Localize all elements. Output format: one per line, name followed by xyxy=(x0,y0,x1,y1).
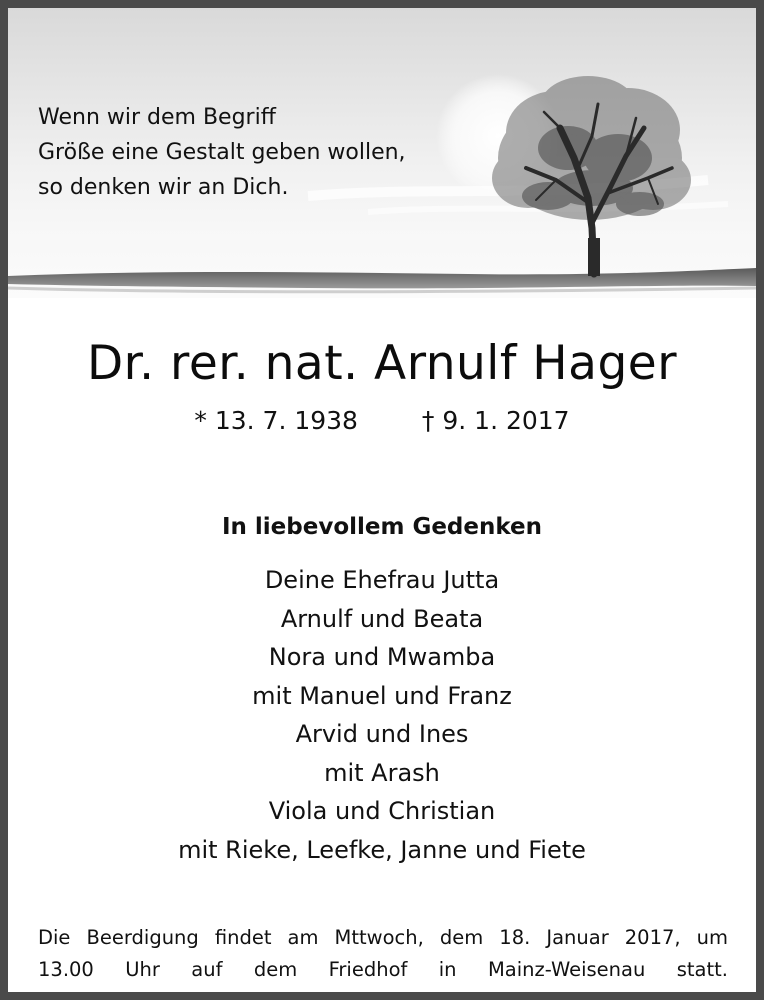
funeral-line-1: Die Beerdigung findet am Mttwoch, dem 18. Januar 2017, um xyxy=(38,926,728,949)
birth-date: * 13. 7. 1938 xyxy=(194,406,358,435)
life-dates xyxy=(8,406,756,435)
mourner-item: Nora und Mwamba xyxy=(268,643,496,671)
mourner-item: Deine Ehefrau Jutta xyxy=(264,566,500,594)
funeral-line-2: 13.00 Uhr auf dem Friedhof in Mainz-Weisenau statt. xyxy=(38,958,728,981)
mourner-item: mit Rieke, Leefke, Janne und Fiete xyxy=(178,835,586,864)
mourner-item: Viola und Christian xyxy=(268,797,496,825)
memorial-heading: In liebevollem Gedenken xyxy=(221,514,543,540)
mourner-item: Arnulf und Beata xyxy=(280,604,484,633)
quote-line-1: Wenn wir dem Begriff xyxy=(38,105,276,130)
quote-verse xyxy=(38,100,406,205)
mourner-item: mit Manuel und Franz xyxy=(252,681,512,710)
mourner-item: Arvid und Ines xyxy=(295,720,469,748)
quote-line-3: so denken wir an Dich. xyxy=(38,175,289,200)
deceased-name: Dr. rer. nat. Arnulf Hager xyxy=(86,336,678,391)
funeral-notice xyxy=(38,922,728,986)
header-landscape-image xyxy=(8,8,756,298)
mourner-item: mit Arash xyxy=(324,758,440,787)
quote-line-2: Größe eine Gestalt geben wollen, xyxy=(38,140,406,165)
tree-icon xyxy=(492,76,691,276)
mourners-list xyxy=(8,561,756,869)
death-date: † 9. 1. 2017 xyxy=(421,406,570,435)
horizon-ground xyxy=(8,268,756,288)
